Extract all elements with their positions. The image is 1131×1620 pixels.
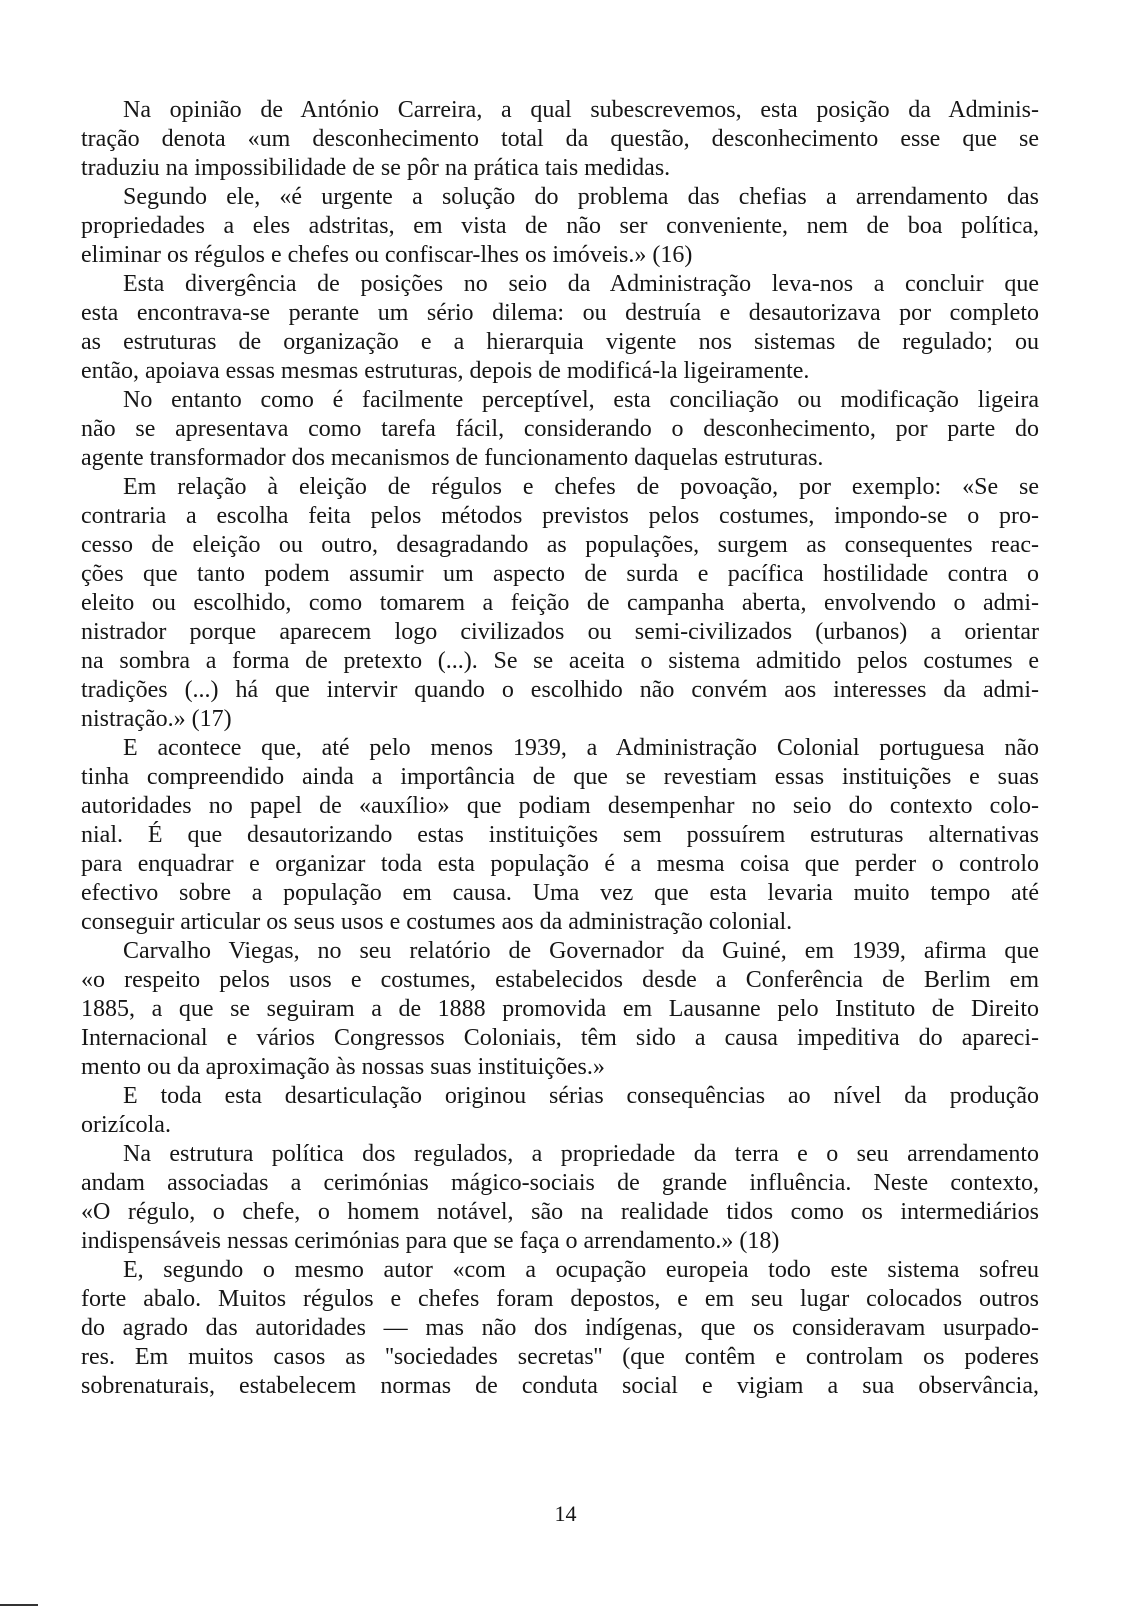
- text-line: do agrado das autoridades — mas não dos indígenas, que os consideravam usurpado-: [81, 1315, 1039, 1341]
- text-line: Esta divergência de posições no seio da Administração leva-nos a concluir que: [123, 271, 1039, 297]
- text-line: res. Em muitos casos as ''sociedades secretas'' (que contêm e controlam os poderes: [81, 1344, 1039, 1370]
- text-line: ções que tanto podem assumir um aspecto de surda e pacífica hostilidade contra o: [81, 561, 1039, 587]
- text-line: tração denota «um desconhecimento total da questão, desconhecimento esse que se: [81, 126, 1039, 152]
- text-line: mento ou da aproximação às nossas suas instituições.»: [81, 1054, 605, 1080]
- text-line: orizícola.: [81, 1112, 171, 1138]
- text-line: nistrador porque aparecem logo civilizados ou semi-civilizados (urbanos) a orientar: [81, 619, 1039, 645]
- text-line: andam associadas a cerimónias mágico-sociais de grande influência. Neste contexto,: [81, 1170, 1039, 1196]
- text-line: na sombra a forma de pretexto (...). Se se aceita o sistema admitido pelos costumes e: [81, 648, 1039, 674]
- text-line: conseguir articular os seus usos e costumes aos da administração colonial.: [81, 909, 793, 935]
- body-text: [81, 96, 1039, 1401]
- text-line: sobrenaturais, estabelecem normas de conduta social e vigiam a sua observância,: [81, 1373, 1039, 1399]
- text-line: eleito ou escolhido, como tomarem a feição de campanha aberta, envolvendo o admi-: [81, 590, 1039, 616]
- text-line: para enquadrar e organizar toda esta população é a mesma coisa que perder o controlo: [81, 851, 1039, 877]
- text-line: contraria a escolha feita pelos métodos previstos pelos costumes, impondo-se o pro-: [81, 503, 1039, 529]
- text-line: indispensáveis nessas cerimónias para que se faça o arrendamento.» (18): [81, 1228, 780, 1254]
- text-line: as estruturas de organização e a hierarquia vigente nos sistemas de regulado; ou: [81, 329, 1039, 355]
- text-line: propriedades a eles adstritas, em vista de não ser conveniente, nem de boa política,: [81, 213, 1039, 239]
- text-line: cesso de eleição ou outro, desagradando as populações, surgem as consequentes reac-: [81, 532, 1039, 558]
- text-line: Segundo ele, «é urgente a solução do problema das chefias a arrendamento das: [123, 184, 1039, 210]
- text-line: nistração.» (17): [81, 706, 232, 732]
- text-line: eliminar os régulos e chefes ou confiscar-lhes os imóveis.» (16): [81, 242, 693, 268]
- text-line: Carvalho Viegas, no seu relatório de Governador da Guiné, em 1939, afirma que: [123, 938, 1039, 964]
- text-line: não se apresentava como tarefa fácil, considerando o desconhecimento, por parte do: [81, 416, 1039, 442]
- text-line: efectivo sobre a população em causa. Uma vez que esta levaria muito tempo até: [81, 880, 1039, 906]
- text-line: 1885, a que se seguiram a de 1888 promovida em Lausanne pelo Instituto de Direito: [81, 996, 1039, 1022]
- text-line: No entanto como é facilmente perceptível, esta conciliação ou modificação ligeira: [123, 387, 1039, 413]
- text-line: forte abalo. Muitos régulos e chefes foram depostos, e em seu lugar colocados outros: [81, 1286, 1039, 1312]
- text-line: Internacional e vários Congressos Coloniais, têm sido a causa impeditiva do apareci-: [81, 1025, 1039, 1051]
- text-line: esta encontrava-se perante um sério dilema: ou destruía e desautorizava por completo: [81, 300, 1039, 326]
- text-line: agente transformador dos mecanismos de funcionamento daquelas estruturas.: [81, 445, 824, 471]
- text-line: tinha compreendido ainda a importância de que se revestiam essas instituições e suas: [81, 764, 1039, 790]
- text-line: «O régulo, o chefe, o homem notável, são na realidade tidos como os intermediários: [81, 1199, 1039, 1225]
- scan-edge-mark: [0, 1604, 38, 1606]
- text-line: tradições (...) há que intervir quando o escolhido não convém aos interesses da admi-: [81, 677, 1039, 703]
- text-line: «o respeito pelos usos e costumes, estabelecidos desde a Conferência de Berlim em: [81, 967, 1039, 993]
- text-line: E acontece que, até pelo menos 1939, a Administração Colonial portuguesa não: [123, 735, 1039, 761]
- text-line: Na estrutura política dos regulados, a propriedade da terra e o seu arrendamento: [123, 1141, 1039, 1167]
- page-number: 14: [554, 1501, 577, 1526]
- text-line: traduziu na impossibilidade de se pôr na prática tais medidas.: [81, 155, 671, 181]
- text-line: nial. É que desautorizando estas instituições sem possuírem estruturas alternativas: [81, 822, 1039, 848]
- text-line: Em relação à eleição de régulos e chefes de povoação, por exemplo: «Se se: [123, 474, 1039, 500]
- text-line: E, segundo o mesmo autor «com a ocupação europeia todo este sistema sofreu: [123, 1257, 1039, 1283]
- text-line: autoridades no papel de «auxílio» que podiam desempenhar no seio do contexto colo-: [81, 793, 1039, 819]
- text-line: então, apoiava essas mesmas estruturas, depois de modificá-la ligeiramente.: [81, 358, 810, 384]
- text-line: Na opinião de António Carreira, a qual subescrevemos, esta posição da Adminis-: [123, 97, 1039, 123]
- text-line: E toda esta desarticulação originou sérias consequências ao nível da produção: [123, 1083, 1039, 1109]
